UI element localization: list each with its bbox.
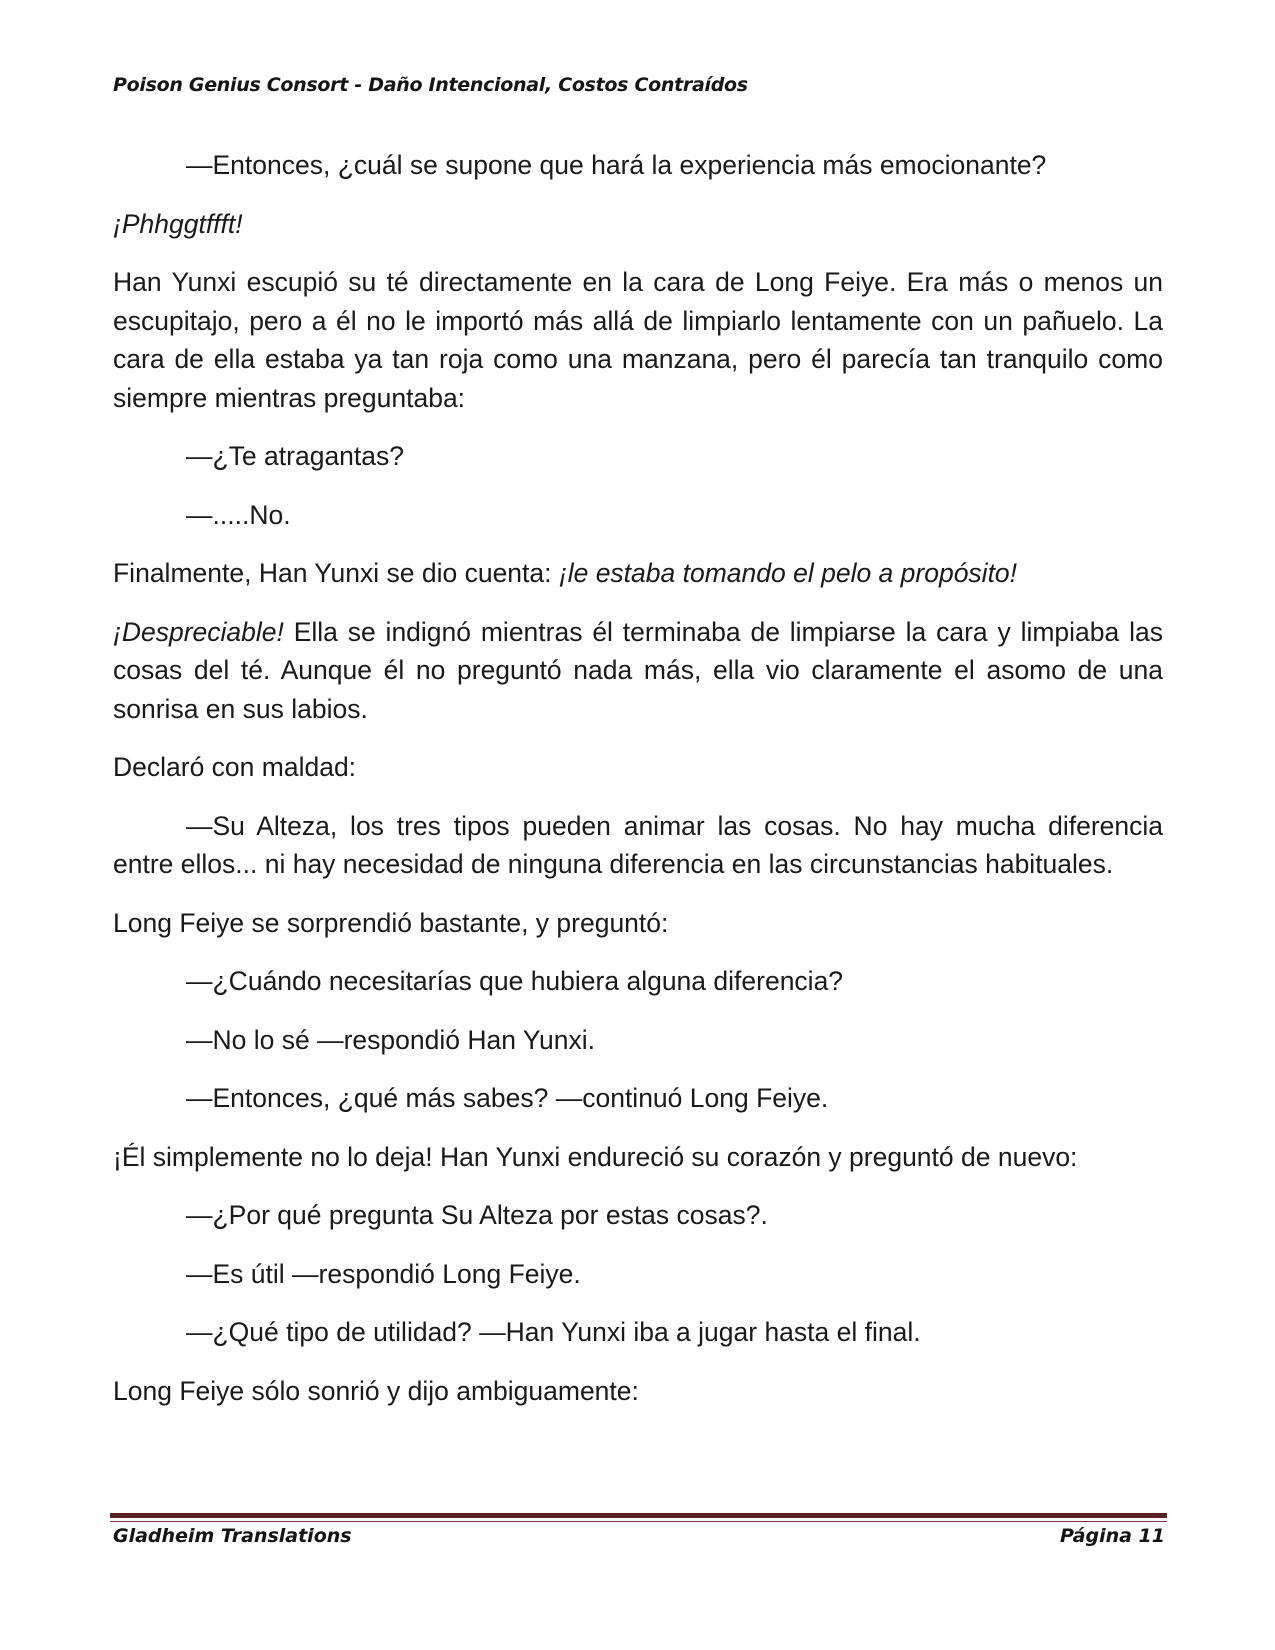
narration-italic-text: ¡Despreciable! bbox=[113, 616, 284, 647]
paragraph-narration: Han Yunxi escupió su té directamente en la cara de Long Feiye. Era más o menos un escupitajo, pero a él no le importó más allá de limpiarlo lentamente con un pañuelo. La cara de ella estaba ya tan roja como una manzana, pero él parecía tan tranquilo como siempre mientras preguntaba: bbox=[113, 267, 1163, 413]
footer-publisher: Gladheim Translations bbox=[113, 1525, 352, 1547]
page-number: Página 11 bbox=[1059, 1525, 1165, 1547]
paragraph-dialogue: —Entonces, ¿qué más sabes? —continuó Long Feiye. bbox=[186, 1083, 829, 1113]
narration-italic-text: ¡le estaba tomando el pelo a propósito! bbox=[558, 558, 1018, 588]
paragraph-narration bbox=[113, 613, 1163, 729]
paragraph-dialogue: —Su Alteza, los tres tipos pueden animar las cosas. No hay mucha diferencia entre ellos... ni hay necesidad de ninguna diferencia en las circunstancias habituales. bbox=[113, 810, 1163, 879]
paragraph-narration: ¡Él simplemente no lo deja! Han Yunxi endureció su corazón y preguntó de nuevo: bbox=[113, 1141, 1078, 1172]
paragraph-narration: Long Feiye se sorprendió bastante, y preguntó: bbox=[113, 907, 669, 938]
footer-divider-thin bbox=[110, 1521, 1167, 1522]
page-body bbox=[113, 146, 1163, 1430]
paragraph-dialogue: —.....No. bbox=[186, 499, 291, 530]
narration-text: Finalmente, Han Yunxi se dio cuenta: bbox=[113, 558, 559, 588]
paragraph-dialogue: —¿Te atragantas? bbox=[186, 441, 405, 471]
narration-text: Ella se indignó mientras él terminaba de limpiarse la cara y limpiaba las cosas del té. Aunque él no preguntó nada más, ella vio claramente el asomo de una sonrisa en sus labios. bbox=[113, 616, 1163, 724]
paragraph-narration: Declaró con maldad: bbox=[113, 752, 357, 782]
paragraph-narration: Long Feiye sólo sonrió y dijo ambiguamente: bbox=[113, 1375, 639, 1406]
paragraph-dialogue: —Es útil —respondió Long Feiye. bbox=[186, 1258, 581, 1289]
paragraph-narration bbox=[113, 554, 1163, 593]
footer-divider bbox=[110, 1513, 1167, 1518]
paragraph-dialogue: —¿Por qué pregunta Su Alteza por estas cosas?. bbox=[186, 1200, 768, 1230]
paragraph-dialogue: —¿Cuándo necesitarías que hubiera alguna diferencia? bbox=[186, 966, 844, 996]
paragraph-dialogue: —No lo sé —respondió Han Yunxi. bbox=[186, 1024, 596, 1055]
paragraph-dialogue: —¿Qué tipo de utilidad? —Han Yunxi iba a jugar hasta el final. bbox=[186, 1317, 921, 1347]
paragraph-exclamation: ¡Phhggtffft! bbox=[113, 208, 243, 239]
page-header: Poison Genius Consort - Daño Intencional, Costos Contraídos bbox=[113, 74, 748, 96]
paragraph-dialogue: —Entonces, ¿cuál se supone que hará la experiencia más emocionante? bbox=[186, 150, 1047, 180]
